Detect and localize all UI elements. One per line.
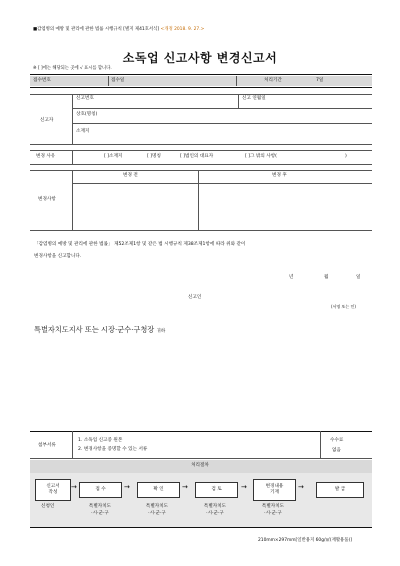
- reason-option-name[interactable]: [ ]명칭: [147, 154, 161, 159]
- change-after-field[interactable]: [200, 185, 370, 228]
- reason-option-other-close: ): [345, 154, 347, 159]
- recipient: [34, 325, 165, 335]
- fee-label: 수수료: [330, 438, 344, 443]
- processing-period-value: 7일: [316, 78, 324, 83]
- attachment-item-1: 1. 소독업 신고증 원본: [78, 438, 123, 443]
- recipient-authority: 특별자치도지사 또는 시장·군수·구청장: [34, 325, 155, 334]
- text: 특별자치도: [203, 504, 227, 509]
- divider: [30, 144, 372, 145]
- text: ·시·군·구: [206, 510, 224, 516]
- process-step-review: [195, 482, 238, 498]
- receipt-date-label: 접수일: [111, 78, 125, 83]
- arrow-right-icon: →: [241, 483, 247, 491]
- paper-spec: 210mm×297mm[일반용지 60g/㎡(재활용품)]: [258, 538, 352, 543]
- process-actor-applicant: 신청인: [41, 504, 55, 509]
- arrow-right-icon: →: [298, 483, 304, 491]
- change-before-field[interactable]: [74, 185, 196, 228]
- text: 발 급: [334, 487, 346, 492]
- top-border: [30, 74, 372, 75]
- process-step-write: [35, 479, 71, 501]
- attachments-label: 첨부서류: [38, 443, 56, 448]
- text: 특별자치도: [88, 504, 112, 509]
- divider: [72, 94, 73, 144]
- divider: [30, 164, 372, 165]
- reason-option-address[interactable]: [ ]소재지: [104, 154, 123, 159]
- declaration-line-2: 변경사항을 신고합니다.: [34, 254, 82, 259]
- divider: [30, 170, 372, 171]
- divider: [72, 108, 372, 109]
- process-step-record: [253, 479, 296, 501]
- signature-note: (서명 또는 인): [331, 304, 356, 309]
- text: ·시·군·구: [91, 510, 109, 516]
- changes-label: 변경사항: [38, 197, 56, 202]
- divider: [30, 150, 372, 151]
- business-name-label: 상호(명칭): [76, 112, 98, 117]
- divider: [72, 170, 73, 230]
- divider: [198, 170, 199, 230]
- change-after-label: 변경 후: [272, 173, 287, 178]
- page-title: 소독업 신고사항 변경신고서: [122, 51, 278, 65]
- divider: [72, 431, 73, 458]
- form-legal-reference: ■감염병의 예방 및 관리에 관한 법률 시행규칙 [별지 제41호서식]: [33, 27, 160, 32]
- instruction-note: ※ [ ]에는 해당되는 곳에 √ 표시를 합니다.: [33, 66, 112, 71]
- divider: [30, 230, 372, 231]
- divider: [236, 76, 237, 86]
- text: 특별자치도: [261, 504, 285, 509]
- arrow-right-icon: →: [124, 483, 130, 491]
- date-year-label: 년: [289, 275, 294, 280]
- arrow-right-icon: →: [71, 483, 77, 491]
- divider: [30, 527, 372, 528]
- processing-period-label: 처리기간: [264, 78, 282, 83]
- divider: [238, 94, 239, 108]
- process-step-confirm: [137, 482, 180, 498]
- business-date-label: 신고 연월일: [242, 96, 266, 101]
- divider: [72, 123, 372, 124]
- attachment-item-2: 2. 변경사항을 증명할 수 있는 서류: [78, 447, 148, 452]
- business-no-label: 신고번호: [76, 96, 94, 101]
- reason-option-other[interactable]: [ ]그 밖의 사항(: [245, 154, 277, 159]
- address-label: 소재지: [76, 129, 90, 134]
- text: ·시·군·구: [148, 510, 166, 516]
- divider: [72, 150, 73, 164]
- change-before-label: 변경 전: [123, 173, 138, 178]
- text: 신고서: [46, 484, 60, 489]
- process-title: 처리절차: [191, 463, 209, 468]
- process-actor-review: [196, 505, 234, 516]
- divider: [30, 87, 372, 88]
- reason-label: 변경 사유: [36, 154, 56, 159]
- text: 작성: [48, 490, 58, 495]
- reason-option-representative[interactable]: [ ]법인의 대표자: [180, 154, 214, 159]
- date-day-label: 일: [356, 275, 361, 280]
- declaration-line-1: 「감염병의 예방 및 관리에 관한 법률」 제52조제1항 및 같은 법 시행규칙 제38조제1항에 따라 위와 같이: [34, 242, 246, 247]
- process-step-issue: [316, 482, 364, 498]
- process-actor-record: [254, 505, 292, 516]
- divider: [108, 76, 109, 86]
- form-header: [33, 28, 204, 32]
- text: 변경내용: [265, 484, 284, 489]
- text: 특별자치도: [145, 504, 169, 509]
- divider: [30, 94, 372, 95]
- divider: [72, 183, 372, 184]
- text: 검 토: [211, 487, 222, 492]
- recipient-suffix: 귀하: [156, 329, 166, 334]
- process-step-receive: [79, 482, 122, 498]
- process-actor-receive: [81, 505, 119, 516]
- text: 접 수: [95, 487, 106, 492]
- date-month-label: 월: [324, 275, 329, 280]
- form-revision: <개정 2018. 9. 27.>: [160, 27, 205, 32]
- fee-value: 없음: [332, 448, 341, 453]
- arrow-right-icon: →: [182, 483, 188, 491]
- divider: [320, 431, 321, 458]
- signer-label: 신고인: [188, 295, 202, 300]
- text: ·시·군·구: [264, 510, 282, 516]
- process-actor-confirm: [138, 505, 176, 516]
- text: 확 인: [153, 487, 164, 492]
- divider: [30, 458, 372, 459]
- applicant-label: 신고자: [40, 118, 54, 123]
- text: 기재: [270, 490, 279, 495]
- receipt-number-label: 접수번호: [33, 78, 51, 83]
